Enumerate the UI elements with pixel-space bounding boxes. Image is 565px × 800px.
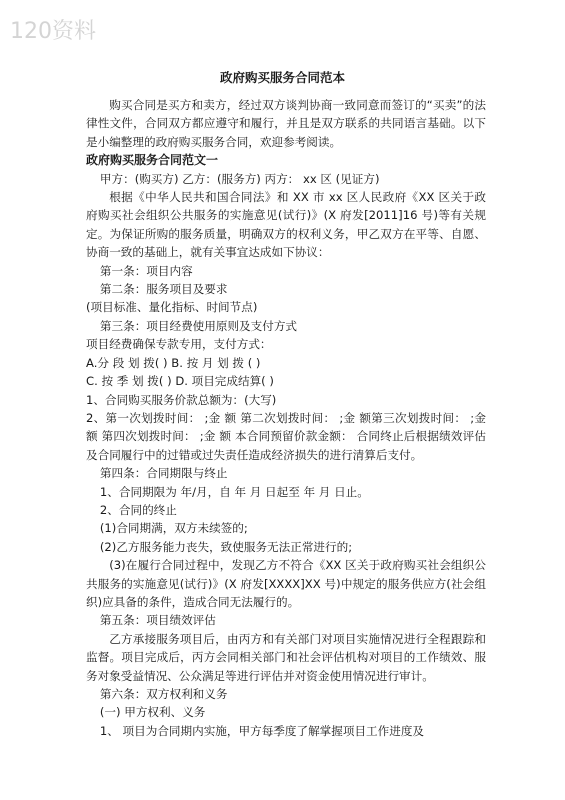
paragraph: 第五条：项目绩效评估 <box>99 613 216 628</box>
paragraph: 2、第一次划拨时间： ;金 额 第二次划拨时间： ;金 额第三次划拨时间： ;金 额 第四次划拨时间： ;金 额 本合同预留价款金额： 合同终止后根据绩效评估及合同履行中的过错或过失责任造成经济损失的进行清算后支付。 <box>86 410 486 462</box>
paragraph: 第六条：双方权利和义务 <box>99 687 228 701</box>
paragraph: 第二条：服务项目及要求 <box>99 282 228 297</box>
paragraph: 1、合同购买服务价款总额为：(大写) <box>86 392 277 407</box>
paragraph: 第一条：项目内容 <box>99 263 193 278</box>
paragraph: 1、合同期限为 年/月，自 年 月 日起至 年 月 日止。 <box>99 484 369 499</box>
paragraph: 乙方承接服务项目后，由丙方和有关部门对项目实施情况进行全程跟踪和监督。项目完成后，丙方会同相关部门和社会评估机构对项目的工作绩效、服务对象受益情况、公众满足等进行评估并对资金使用情况进行审计。 <box>86 631 486 683</box>
paragraph: 第三条：项目经费使用原则及支付方式 <box>99 318 298 333</box>
paragraph: (3)在履行合同过程中，发现乙方不符合《XX 区关于政府购买社会组织公共服务的实施意见(试行)》(X 府发[XXXX]XX 号)中规定的服务供应方(社会组织)应具备的条件，造成合同无法履行的。 <box>86 558 486 609</box>
paragraph: 2、合同的终止 <box>99 502 177 517</box>
paragraph: 甲方：(购买方) 乙方：(服务方) 丙方： xx 区 (见证方) <box>99 171 380 186</box>
paragraph: 第四条：合同期限与终止 <box>99 466 228 481</box>
paragraph: 项目经费确保专款专用，支付方式： <box>86 337 272 352</box>
paragraph: 1、 项目为合同期内实施，甲方每季度了解掌握项目工作进度及 <box>99 723 425 738</box>
paragraph: A.分 段 划 拨( ) B. 按 月 划 拨 ( ) <box>86 355 261 370</box>
watermark-logo: 120资料 <box>10 19 96 44</box>
paragraph: (项目标准、量化指标、时间节点) <box>86 300 258 315</box>
paragraph: 根据《中华人民共和国合同法》和 XX 市 xx 区人民政府《XX 区关于政府购买社会组织公共服务的实施意见(试行)》(X 府发[2011]16 号)等有关规定。为保证所购的服务质量，明确双方的权利义务，甲乙双方在平等、自愿、协商一致的基础上，就有关事宜达成如下协议： <box>86 190 486 260</box>
paragraph: (1)合同期满，双方未续签的; <box>99 521 248 536</box>
paragraph: (一) 甲方权利、义务 <box>99 705 206 720</box>
section-heading: 政府购买服务合同范文一 <box>86 153 219 168</box>
document-title: 政府购买服务合同范本 <box>219 70 345 85</box>
document-body <box>86 96 486 740</box>
paragraph: 购买合同是买方和卖方，经过双方谈判协商一致同意而签订的“买卖”的法律性文件，合同双方都应遵守和履行，并且是双方联系的共同语言基础。以下是小编整理的政府购买服务合同，欢迎参考阅读。 <box>86 98 486 149</box>
paragraph: (2)乙方服务能力丧失，致使服务无法正常进行的; <box>99 539 353 554</box>
paragraph: C. 按 季 划 拨( ) D. 项目完成结算( ) <box>86 374 274 389</box>
